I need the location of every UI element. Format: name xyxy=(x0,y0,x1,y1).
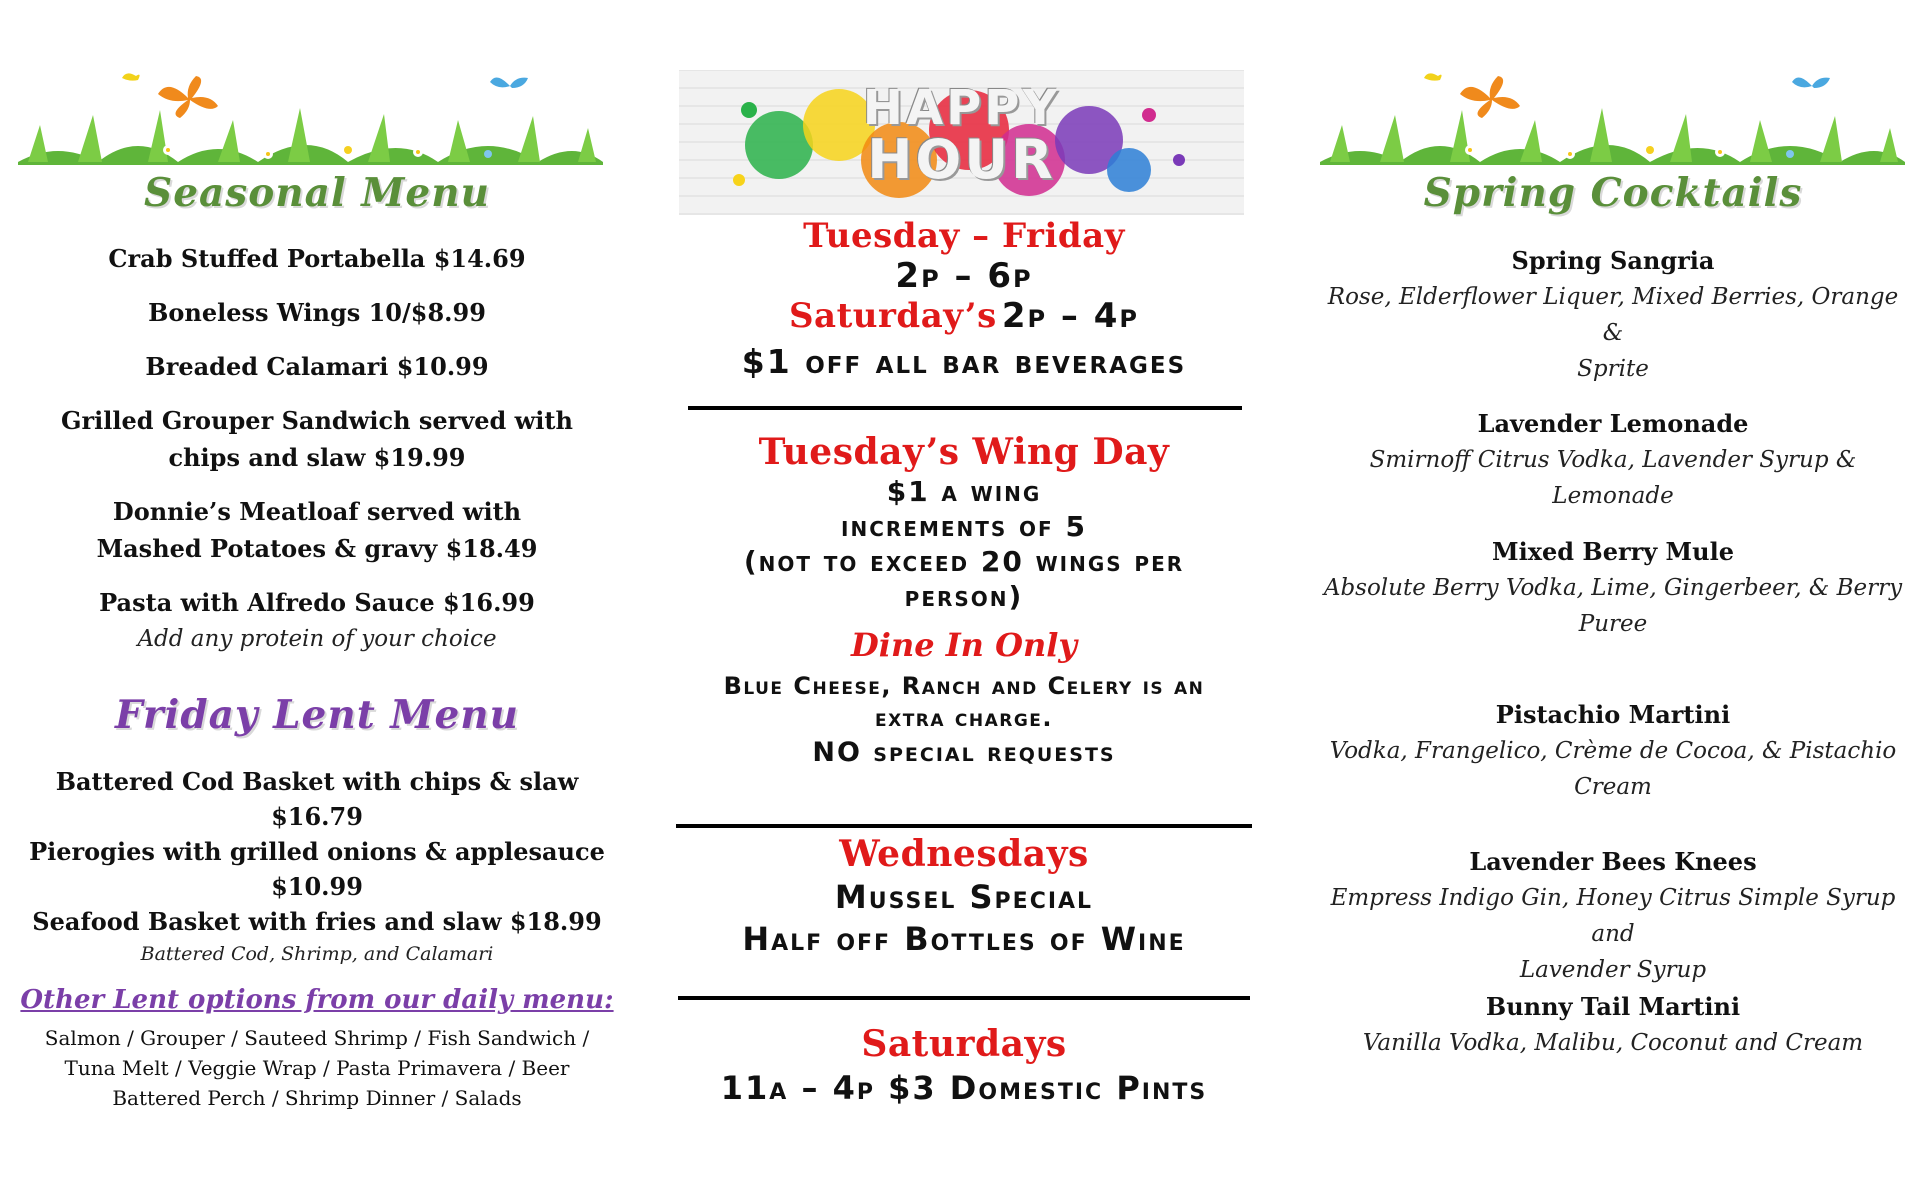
cocktail-description: Puree xyxy=(1578,611,1648,637)
lent-item-line: Pierogies with grilled onions & applesauce xyxy=(29,837,605,866)
grass-butterfly-banner-right xyxy=(1320,70,1905,165)
cocktail-description: Vanilla Vodka, Malibu, Coconut and Cream xyxy=(1362,1030,1864,1056)
happy-hour-saturday-label: Saturday’s xyxy=(789,296,997,336)
cocktail-name: Bunny Tail Martini xyxy=(1485,992,1741,1021)
cocktail-name: Lavender Bees Knees xyxy=(1469,847,1757,876)
happy-hour-time: 2p – 6p xyxy=(895,256,1033,296)
seasonal-item: Breaded Calamari $10.99 xyxy=(145,352,489,381)
cocktail-description: Smirnoff Citrus Vodka, Lavender Syrup & Lemonade xyxy=(1369,447,1857,509)
butterfly-icon xyxy=(122,73,140,80)
butterfly-icon xyxy=(1424,73,1442,80)
saturdays-section xyxy=(676,1022,1252,1110)
wing-day-extra: extra charge. xyxy=(874,704,1054,732)
seasonal-item: Boneless Wings 10/$8.99 xyxy=(148,298,486,327)
lent-item-note: Battered Cod, Shrimp, and Calamari xyxy=(140,943,494,965)
wing-day-section xyxy=(676,430,1252,772)
saturdays-line: 11a – 4p $3 Domestic Pints xyxy=(720,1069,1208,1107)
happy-hour-section xyxy=(676,216,1252,382)
dine-in-only: Dine In Only xyxy=(851,626,1077,664)
happy-hour-days: Tuesday – Friday xyxy=(803,216,1125,256)
butterfly-icon xyxy=(158,76,218,118)
cocktail-description: Sprite xyxy=(1577,356,1649,382)
happy-hour-saturday xyxy=(676,296,1252,342)
happy-hour-logo-text xyxy=(679,80,1244,191)
seasonal-item-list xyxy=(14,240,620,657)
happy-hour-logo-line: HOUR xyxy=(867,128,1056,191)
lent-item-line: $16.79 xyxy=(271,802,363,831)
cocktail-name: Lavender Lemonade xyxy=(1477,409,1749,438)
wednesdays-section xyxy=(676,832,1252,960)
saturdays-title: Saturdays xyxy=(861,1023,1067,1065)
seasonal-item xyxy=(14,493,620,567)
lent-item-list xyxy=(14,764,620,969)
wing-day-line: person) xyxy=(904,580,1024,613)
butterfly-icon xyxy=(1460,76,1520,118)
cocktail-name: Mixed Berry Mule xyxy=(1492,537,1734,566)
seasonal-item xyxy=(14,584,620,657)
grass-icon xyxy=(18,108,603,165)
other-lent-options-title: Other Lent options from our daily menu: xyxy=(20,985,614,1015)
other-lent-options-line: Salmon / Grouper / Sauteed Shrimp / Fish Sandwich / xyxy=(44,1026,590,1050)
cocktail-item xyxy=(1318,843,1908,988)
cocktail-description: Absolute Berry Vodka, Lime, Gingerbeer, & Berry xyxy=(1323,575,1903,601)
cocktail-item xyxy=(1318,988,1908,1061)
cocktail-name: Spring Sangria xyxy=(1511,246,1715,275)
spring-cocktails-title: Spring Cocktails xyxy=(1423,170,1803,216)
seasonal-item-line: chips and slaw $19.99 xyxy=(168,443,466,472)
cocktail-description: Cream xyxy=(1574,774,1652,800)
other-lent-options-line: Tuna Melt / Veggie Wrap / Pasta Primavera / Beer xyxy=(64,1056,570,1080)
cocktail-name: Pistachio Martini xyxy=(1495,700,1731,729)
grass-icon xyxy=(1320,108,1905,165)
cocktail-description: Lavender Syrup xyxy=(1519,957,1707,983)
lent-item-line: $10.99 xyxy=(271,872,363,901)
wing-day-extra: Blue Cheese, Ranch and Celery is an xyxy=(723,672,1205,700)
lent-item-line: Seafood Basket with fries and slaw $18.99 xyxy=(32,907,602,936)
seasonal-item-line: Pasta with Alfredo Sauce $16.99 xyxy=(99,588,535,617)
section-divider xyxy=(688,406,1242,410)
cocktail-description: Vodka, Frangelico, Crème de Cocoa, & Pistachio xyxy=(1329,738,1897,764)
happy-hour-saturday-time: 2p – 4p xyxy=(1001,296,1139,336)
seasonal-item: Crab Stuffed Portabella $14.69 xyxy=(108,244,526,273)
lent-item-line: Battered Cod Basket with chips & slaw xyxy=(55,767,579,796)
happy-hour-logo-line: HAPPY xyxy=(862,80,1061,136)
cocktail-item xyxy=(1318,533,1908,642)
wing-day-line: $1 a wing xyxy=(886,475,1042,508)
section-divider xyxy=(676,824,1252,828)
seasonal-item xyxy=(14,402,620,476)
other-lent-options-list xyxy=(14,1023,620,1113)
wing-day-no-special: NO special requests xyxy=(812,737,1116,768)
wing-day-line: (not to exceed 20 wings per xyxy=(743,545,1185,578)
happy-hour-offer: $1 off all bar beverages xyxy=(741,342,1187,381)
seasonal-item-line: Mashed Potatoes & gravy $18.49 xyxy=(96,534,538,563)
seasonal-item-line: Donnie’s Meatloaf served with xyxy=(112,497,522,526)
wednesdays-line: Mussel Special xyxy=(834,878,1094,916)
friday-lent-menu-title: Friday Lent Menu xyxy=(114,692,520,738)
other-lent-options-line: Battered Perch / Shrimp Dinner / Salads xyxy=(112,1086,522,1110)
happy-hour-logo xyxy=(679,70,1244,215)
wing-day-title: Tuesday’s Wing Day xyxy=(758,431,1170,473)
cocktail-description: Rose, Elderflower Liquer, Mixed Berries, Orange & xyxy=(1327,284,1899,346)
butterfly-icon xyxy=(490,77,528,88)
seasonal-menu-title: Seasonal Menu xyxy=(144,170,490,216)
cocktail-item xyxy=(1318,405,1908,514)
cocktail-item xyxy=(1318,696,1908,805)
cocktail-description: Empress Indigo Gin, Honey Citrus Simple Syrup and xyxy=(1330,885,1896,947)
wednesdays-line: Half off Bottles of Wine xyxy=(742,920,1186,958)
section-divider xyxy=(678,996,1250,1000)
seasonal-item-note: Add any protein of your choice xyxy=(137,626,497,652)
wing-day-line: increments of 5 xyxy=(841,510,1087,543)
cocktail-item xyxy=(1318,242,1908,387)
butterfly-icon xyxy=(1792,77,1830,88)
wednesdays-title: Wednesdays xyxy=(839,833,1089,875)
grass-butterfly-banner-left xyxy=(18,70,603,165)
seasonal-item-line: Grilled Grouper Sandwich served with xyxy=(61,406,573,435)
